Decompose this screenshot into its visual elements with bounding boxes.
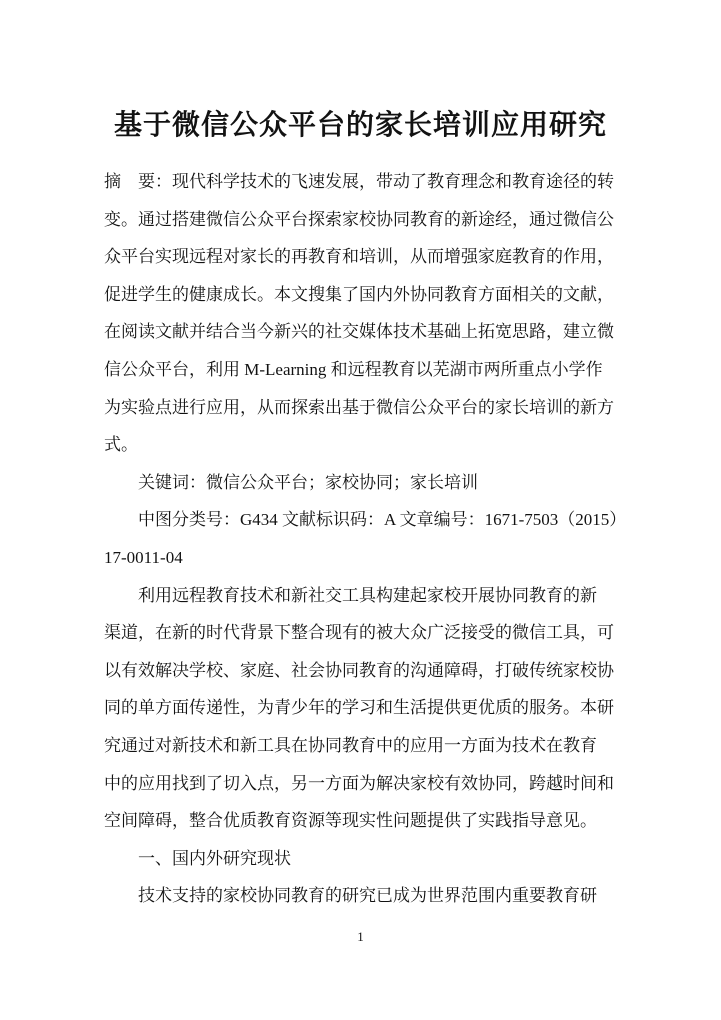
body-line: 同的单方面传递性，为青少年的学习和生活提供更优质的服务。本研	[104, 698, 614, 718]
body-line: 利用远程教育技术和新社交工具构建起家校开展协同教育的新	[138, 585, 597, 605]
abstract-line: 式。	[104, 435, 138, 455]
document-title: 基于微信公众平台的家长培训应用研究	[113, 109, 607, 141]
page-number: 1	[357, 929, 364, 944]
abstract-line: 变。通过搭建微信公众平台探索家校协同教育的新途经，通过微信公	[104, 209, 614, 229]
body-line: 以有效解决学校、家庭、社会协同教育的沟通障碍，打破传统家校协	[104, 660, 614, 680]
body-line: 技术支持的家校协同教育的研究已成为世界范围内重要教育研	[138, 886, 597, 906]
body-line: 中的应用找到了切入点，另一方面为解决家校有效协同，跨越时间和	[104, 773, 614, 793]
body-line: 渠道，在新的时代背景下整合现有的被大众广泛接受的微信工具，可	[104, 623, 614, 643]
abstract-line: 信公众平台，利用 M-Learning 和远程教育以芜湖市两所重点小学作	[104, 359, 603, 379]
abstract-line: 摘 要：现代科学技术的飞速发展，带动了教育理念和教育途径的转	[104, 172, 614, 191]
classification-line: 中图分类号：G434 文献标识码：A 文章编号：1671-7503（2015）	[138, 510, 627, 530]
keywords-line: 关键词：微信公众平台；家校协同；家长培训	[138, 472, 478, 492]
abstract-line: 促进学生的健康成长。本文搜集了国内外协同教育方面相关的文献，	[104, 284, 614, 304]
abstract-line: 在阅读文献并结合当今新兴的社交媒体技术基础上拓宽思路，建立微	[104, 322, 614, 342]
section-heading: 一、国内外研究现状	[138, 848, 291, 868]
body-line: 究通过对新技术和新工具在协同教育中的应用一方面为技术在教育	[104, 735, 597, 755]
abstract-line: 为实验点进行应用，从而探索出基于微信公众平台的家长培训的新方	[104, 397, 614, 417]
abstract-line: 众平台实现远程对家长的再教育和培训，从而增强家庭教育的作用，	[104, 247, 614, 267]
body-line: 空间障碍，整合优质教育资源等现实性问题提供了实践指导意见。	[104, 811, 597, 831]
document-body	[104, 163, 627, 915]
classification-line: 17-0011-04	[104, 547, 183, 567]
